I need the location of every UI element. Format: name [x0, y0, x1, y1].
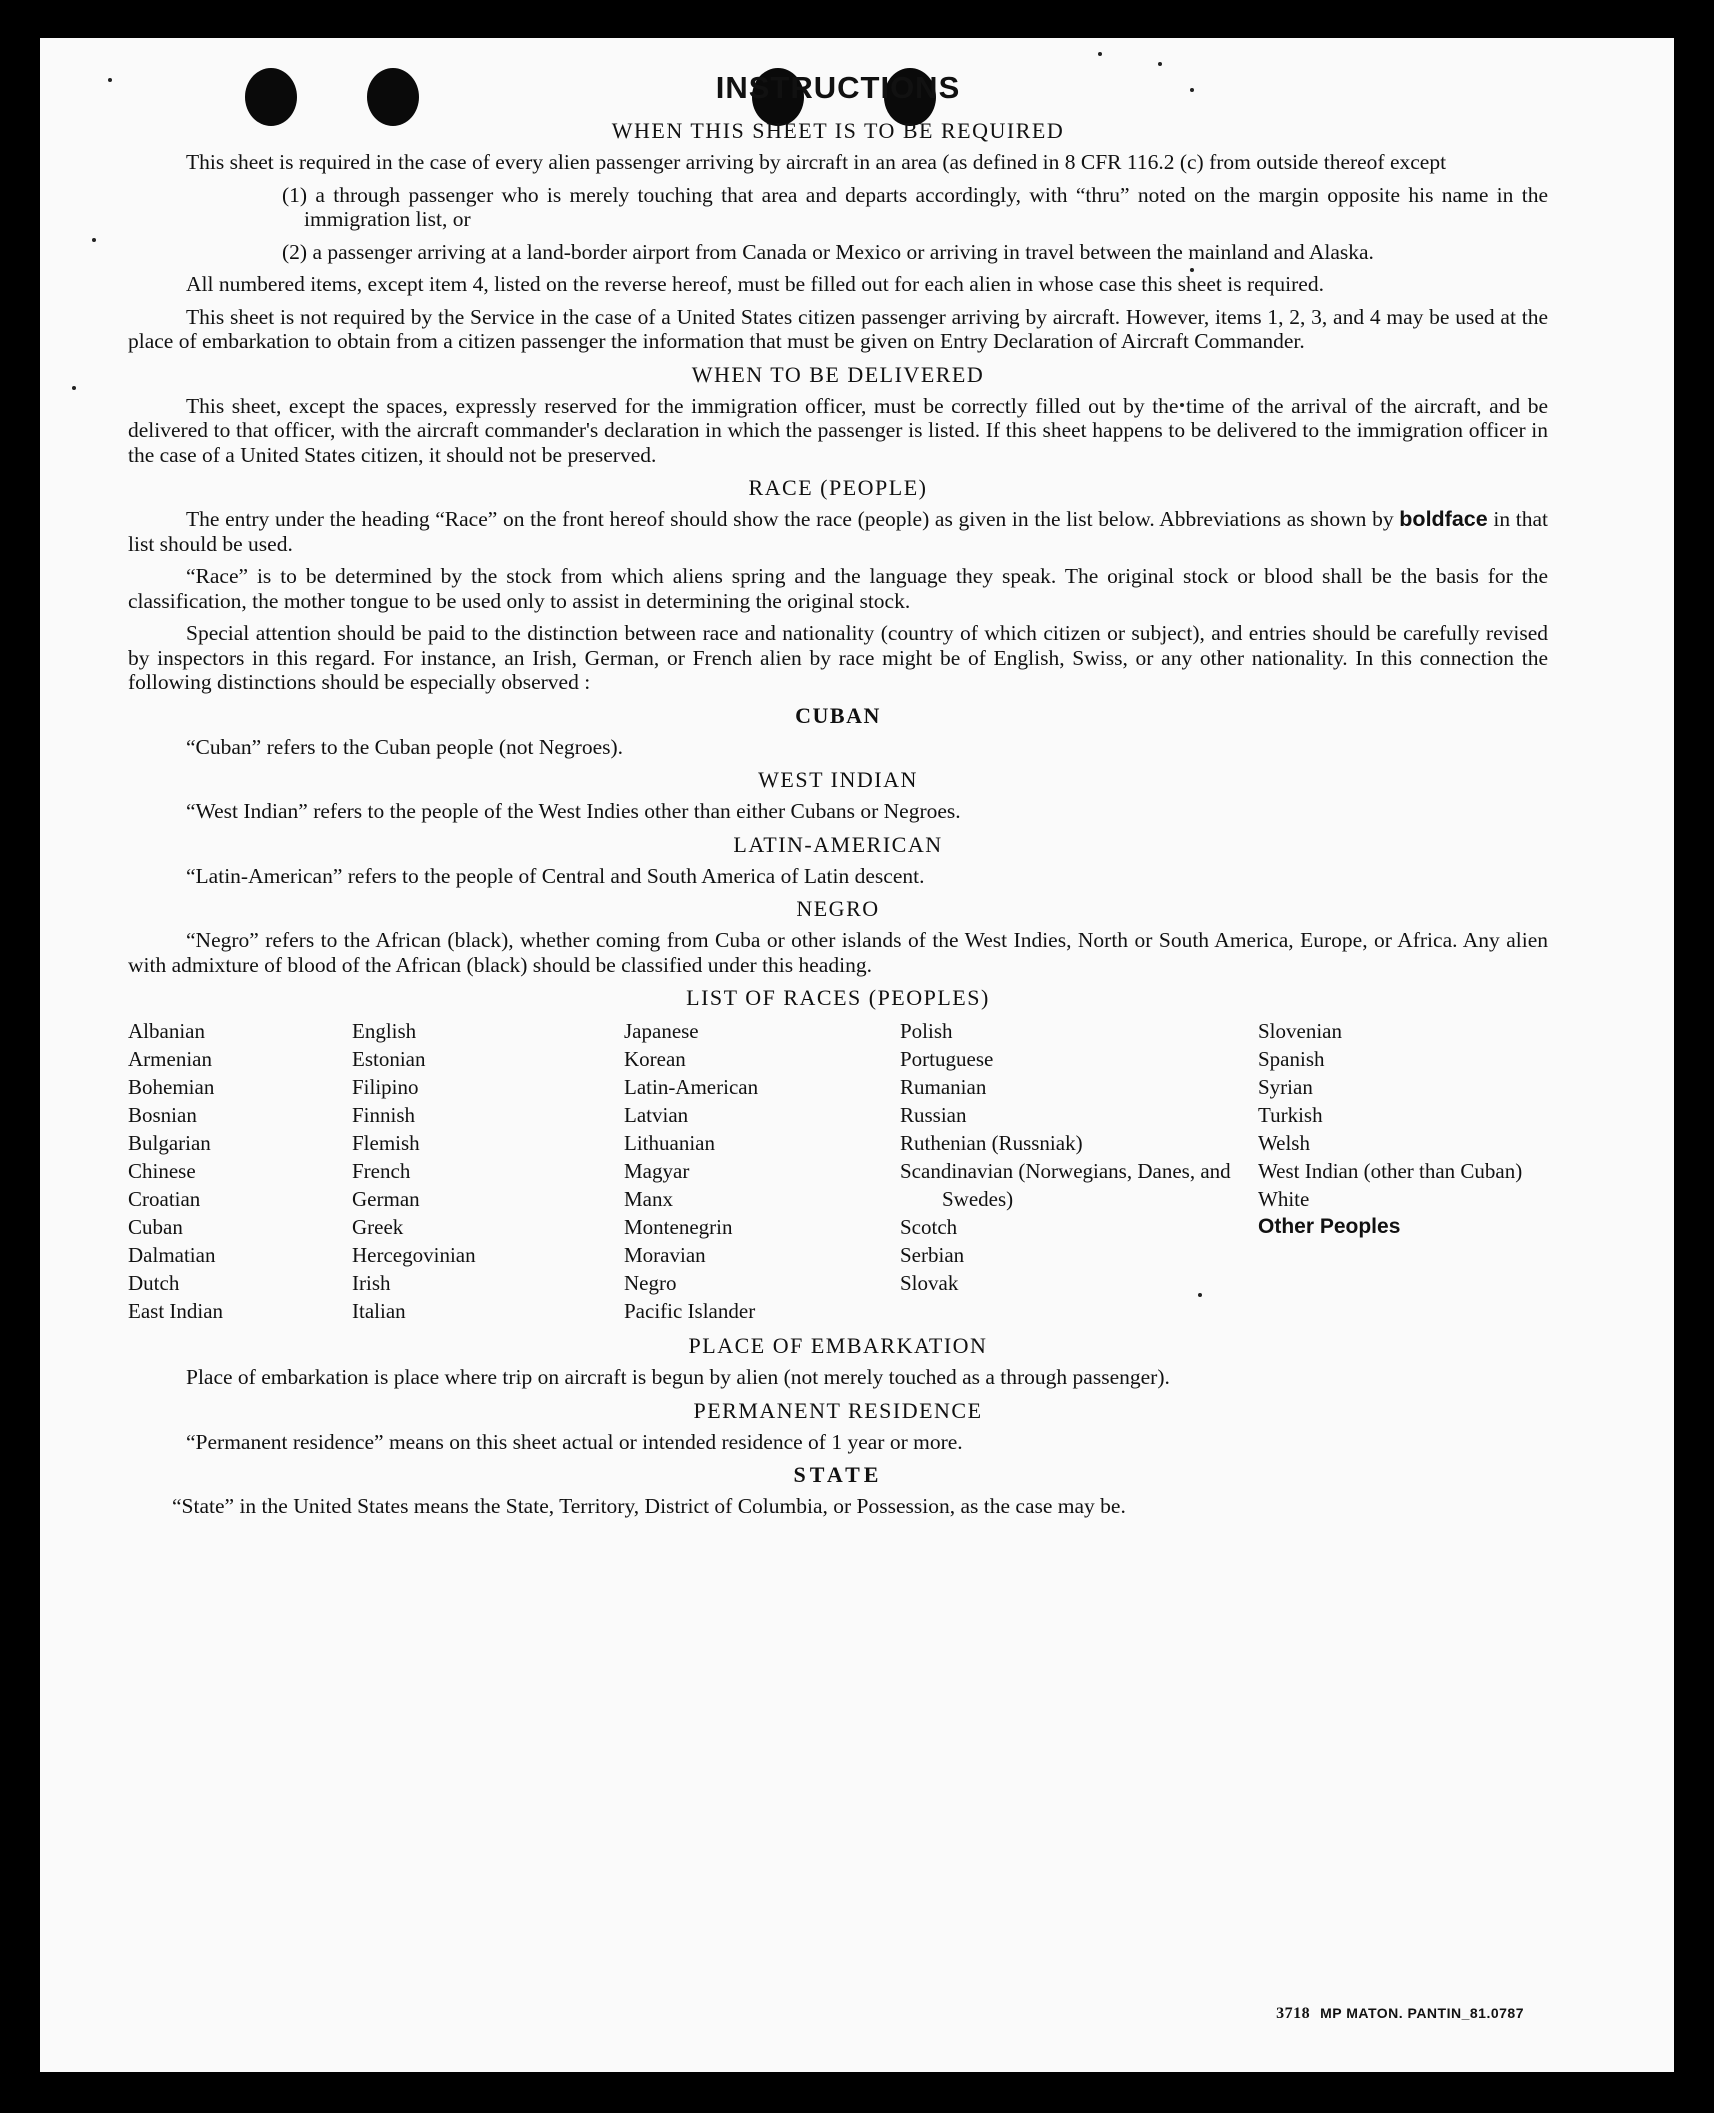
- race-entry: Japanese: [624, 1019, 699, 1043]
- race-entry: Lithuanian: [624, 1131, 715, 1155]
- race-entry: Latvian: [624, 1103, 689, 1127]
- heading-required: WHEN THIS SHEET IS TO BE REQUIRED: [611, 118, 1065, 143]
- race-entry: Cuban: [128, 1215, 183, 1239]
- race-entry: Italian: [352, 1299, 406, 1323]
- race-entry: Albanian: [128, 1019, 205, 1043]
- race-entry: Korean: [624, 1047, 686, 1071]
- heading-negro: NEGRO: [796, 896, 880, 921]
- race-entry: Bosnian: [128, 1103, 197, 1127]
- heading-permanent-residence: PERMANENT RESIDENCE: [693, 1397, 983, 1423]
- required-paragraph-3: This sheet is not required by the Service in the case of a United States citizen passenger arriving by aircraft. However, items 1, 2, 3, and 4 may be used at the place of embarkation to obtain from a citizen passenger the information that must be given on Entry Declaration of Aircraft Commander.: [128, 304, 1548, 353]
- heading-cuban: CUBAN: [795, 702, 881, 728]
- race-entry: Bulgarian: [128, 1131, 211, 1155]
- races-column-2: [352, 1017, 624, 1325]
- race-entry: Slovak: [900, 1271, 959, 1295]
- race-entry: Armenian: [128, 1047, 212, 1071]
- cuban-text: “Cuban” refers to the Cuban people (not Negroes).: [186, 734, 624, 759]
- speck: [108, 78, 112, 82]
- heading-list-of-races: LIST OF RACES (PEOPLES): [686, 985, 990, 1010]
- speck: [1158, 62, 1162, 66]
- race-entry: Latin-American: [624, 1075, 759, 1099]
- race-entry: Portuguese: [900, 1047, 994, 1071]
- delivered-paragraph: This sheet, except the spaces, expressly reserved for the immigration officer, must be correctly filled out by the time of the arrival of the aircraft, and be delivered to that officer, with the aircraft commander's declaration in which the passenger is listed. If this sheet happens to be delivered to the immigration officer in the case of a United States citizen, it should not be preserved.: [128, 393, 1548, 467]
- race-entry: Hercegovinian: [352, 1243, 476, 1267]
- race-entry: Turkish: [1258, 1103, 1323, 1127]
- race-entry: Rumanian: [900, 1075, 987, 1099]
- races-column-4: [900, 1017, 1258, 1325]
- heading-state: STATE: [793, 1462, 883, 1487]
- race-entry: Serbian: [900, 1243, 965, 1267]
- required-paragraph-2: All numbered items, except item 4, listed on the reverse hereof, must be filled out for each alien in whose case this sheet is required.: [186, 272, 1324, 296]
- race-entry: Finnish: [352, 1103, 416, 1127]
- speck: [1098, 52, 1102, 56]
- race-text-c: in that list should be used.: [128, 507, 1549, 556]
- race-entry: Montenegrin: [624, 1215, 733, 1239]
- race-paragraph-1: [128, 507, 1548, 556]
- race-entry: Filipino: [352, 1075, 419, 1099]
- race-entry: Dalmatian: [128, 1243, 216, 1267]
- form-number: 3718: [1276, 2005, 1311, 2022]
- race-entry: Polish: [900, 1019, 953, 1043]
- heading-delivered: WHEN TO BE DELIVERED: [691, 361, 985, 387]
- race-entry: Welsh: [1258, 1131, 1310, 1155]
- form-footer: [1276, 2005, 1524, 2023]
- race-entry: German: [352, 1187, 420, 1211]
- negro-text: “Negro” refers to the African (black), whether coming from Cuba or other islands of the West Indies, North or South America, Europe, or Africa. Any alien with admixture of blood of the African (black) should be classified under this heading.: [128, 928, 1548, 977]
- race-entry: Negro: [624, 1271, 677, 1295]
- race-entry: Manx: [624, 1187, 673, 1211]
- race-entry: Bohemian: [128, 1075, 215, 1099]
- race-paragraph-3: Special attention should be paid to the distinction between race and nationality (country of which citizen or subject), and entries should be carefully revised by inspectors in this regard. For instance, an Irish, German, or French alien by race might be of English, Swiss, or any other nationality. In this connection the following distinctions should be especially observed :: [128, 621, 1548, 694]
- heading-latin-american: LATIN-AMERICAN: [733, 831, 943, 857]
- race-entry: Spanish: [1258, 1047, 1325, 1071]
- race-entry: English: [352, 1019, 417, 1043]
- residence-text: “Permanent residence” means on this sheet actual or intended residence of 1 year or more.: [186, 1429, 963, 1454]
- instructions-content: [128, 70, 1548, 1527]
- heading-west-indian: WEST INDIAN: [758, 767, 918, 792]
- race-entry: Flemish: [352, 1131, 420, 1155]
- races-list: [128, 1017, 1548, 1325]
- races-column-1: [128, 1017, 352, 1325]
- race-entry: Irish: [352, 1271, 391, 1295]
- race-entry: Pacific Islander: [624, 1299, 756, 1323]
- races-column-3: [624, 1017, 900, 1325]
- page-title: INSTRUCTIONS: [715, 70, 961, 105]
- race-entry: Ruthenian (Russniak): [900, 1131, 1083, 1155]
- race-entry: Moravian: [624, 1243, 706, 1267]
- race-entry: Magyar: [624, 1159, 690, 1183]
- printer-mark: MP MATON. PANTIN_81.0787: [1320, 2005, 1524, 2021]
- race-entry: Slovenian: [1258, 1019, 1342, 1043]
- embarkation-text: Place of embarkation is place where trip on aircraft is begun by alien (not merely touched as a through passenger).: [186, 1365, 1170, 1389]
- race-entry: White: [1258, 1187, 1310, 1211]
- required-exception-2: (2) a passenger arriving at a land-border airport from Canada or Mexico or arriving in travel between the mainland and Alaska.: [282, 239, 1374, 264]
- race-text-a: The entry under the heading “Race” on the front hereof should show the race (people) as given in the list below. Abbreviations as shown by: [186, 507, 1394, 531]
- heading-embarkation: PLACE OF EMBARKATION: [688, 1333, 988, 1358]
- required-paragraph-1: This sheet is required in the case of every alien passenger arriving by aircraft in an area (as defined in 8 CFR 116.2 (c) from outside thereof except: [186, 150, 1447, 174]
- race-entry: Chinese: [128, 1159, 196, 1183]
- race-entry: West Indian (other than Cuban): [1258, 1159, 1523, 1183]
- race-entry: Scandinavian (Norwegians, Danes, and Swedes): [900, 1159, 1231, 1211]
- speck: [72, 386, 76, 390]
- races-column-5: [1258, 1017, 1548, 1325]
- race-entry: Other Peoples: [1258, 1215, 1401, 1238]
- race-entry: East Indian: [128, 1299, 224, 1323]
- race-entry: Croatian: [128, 1187, 201, 1211]
- latin-american-text: “Latin-American” refers to the people of Central and South America of Latin descent.: [186, 863, 925, 888]
- race-entry: Estonian: [352, 1047, 426, 1071]
- west-indian-text: “West Indian” refers to the people of the West Indies other than either Cubans or Negroes.: [186, 799, 961, 823]
- required-exception-1: (1) a through passenger who is merely touching that area and departs accordingly, with “thru” noted on the margin opposite his name in the immigration list, or: [282, 182, 1548, 231]
- speck: [92, 238, 96, 242]
- race-entry: French: [352, 1159, 411, 1183]
- race-entry: Scotch: [900, 1215, 958, 1239]
- race-entry: Dutch: [128, 1271, 180, 1295]
- race-entry: Russian: [900, 1103, 967, 1127]
- race-entry: Syrian: [1258, 1075, 1313, 1099]
- boldface-word: boldface: [1399, 507, 1488, 531]
- race-paragraph-2: “Race” is to be determined by the stock from which aliens spring and the language they speak. The original stock or blood shall be the basis for the classification, the mother tongue to be used only to assist in determining the original stock.: [128, 564, 1548, 613]
- race-entry: Greek: [352, 1215, 404, 1239]
- heading-race: RACE (PEOPLE): [748, 475, 928, 500]
- state-text: “State” in the United States means the State, Territory, District of Columbia, or Possession, as the case may be.: [172, 1494, 1126, 1518]
